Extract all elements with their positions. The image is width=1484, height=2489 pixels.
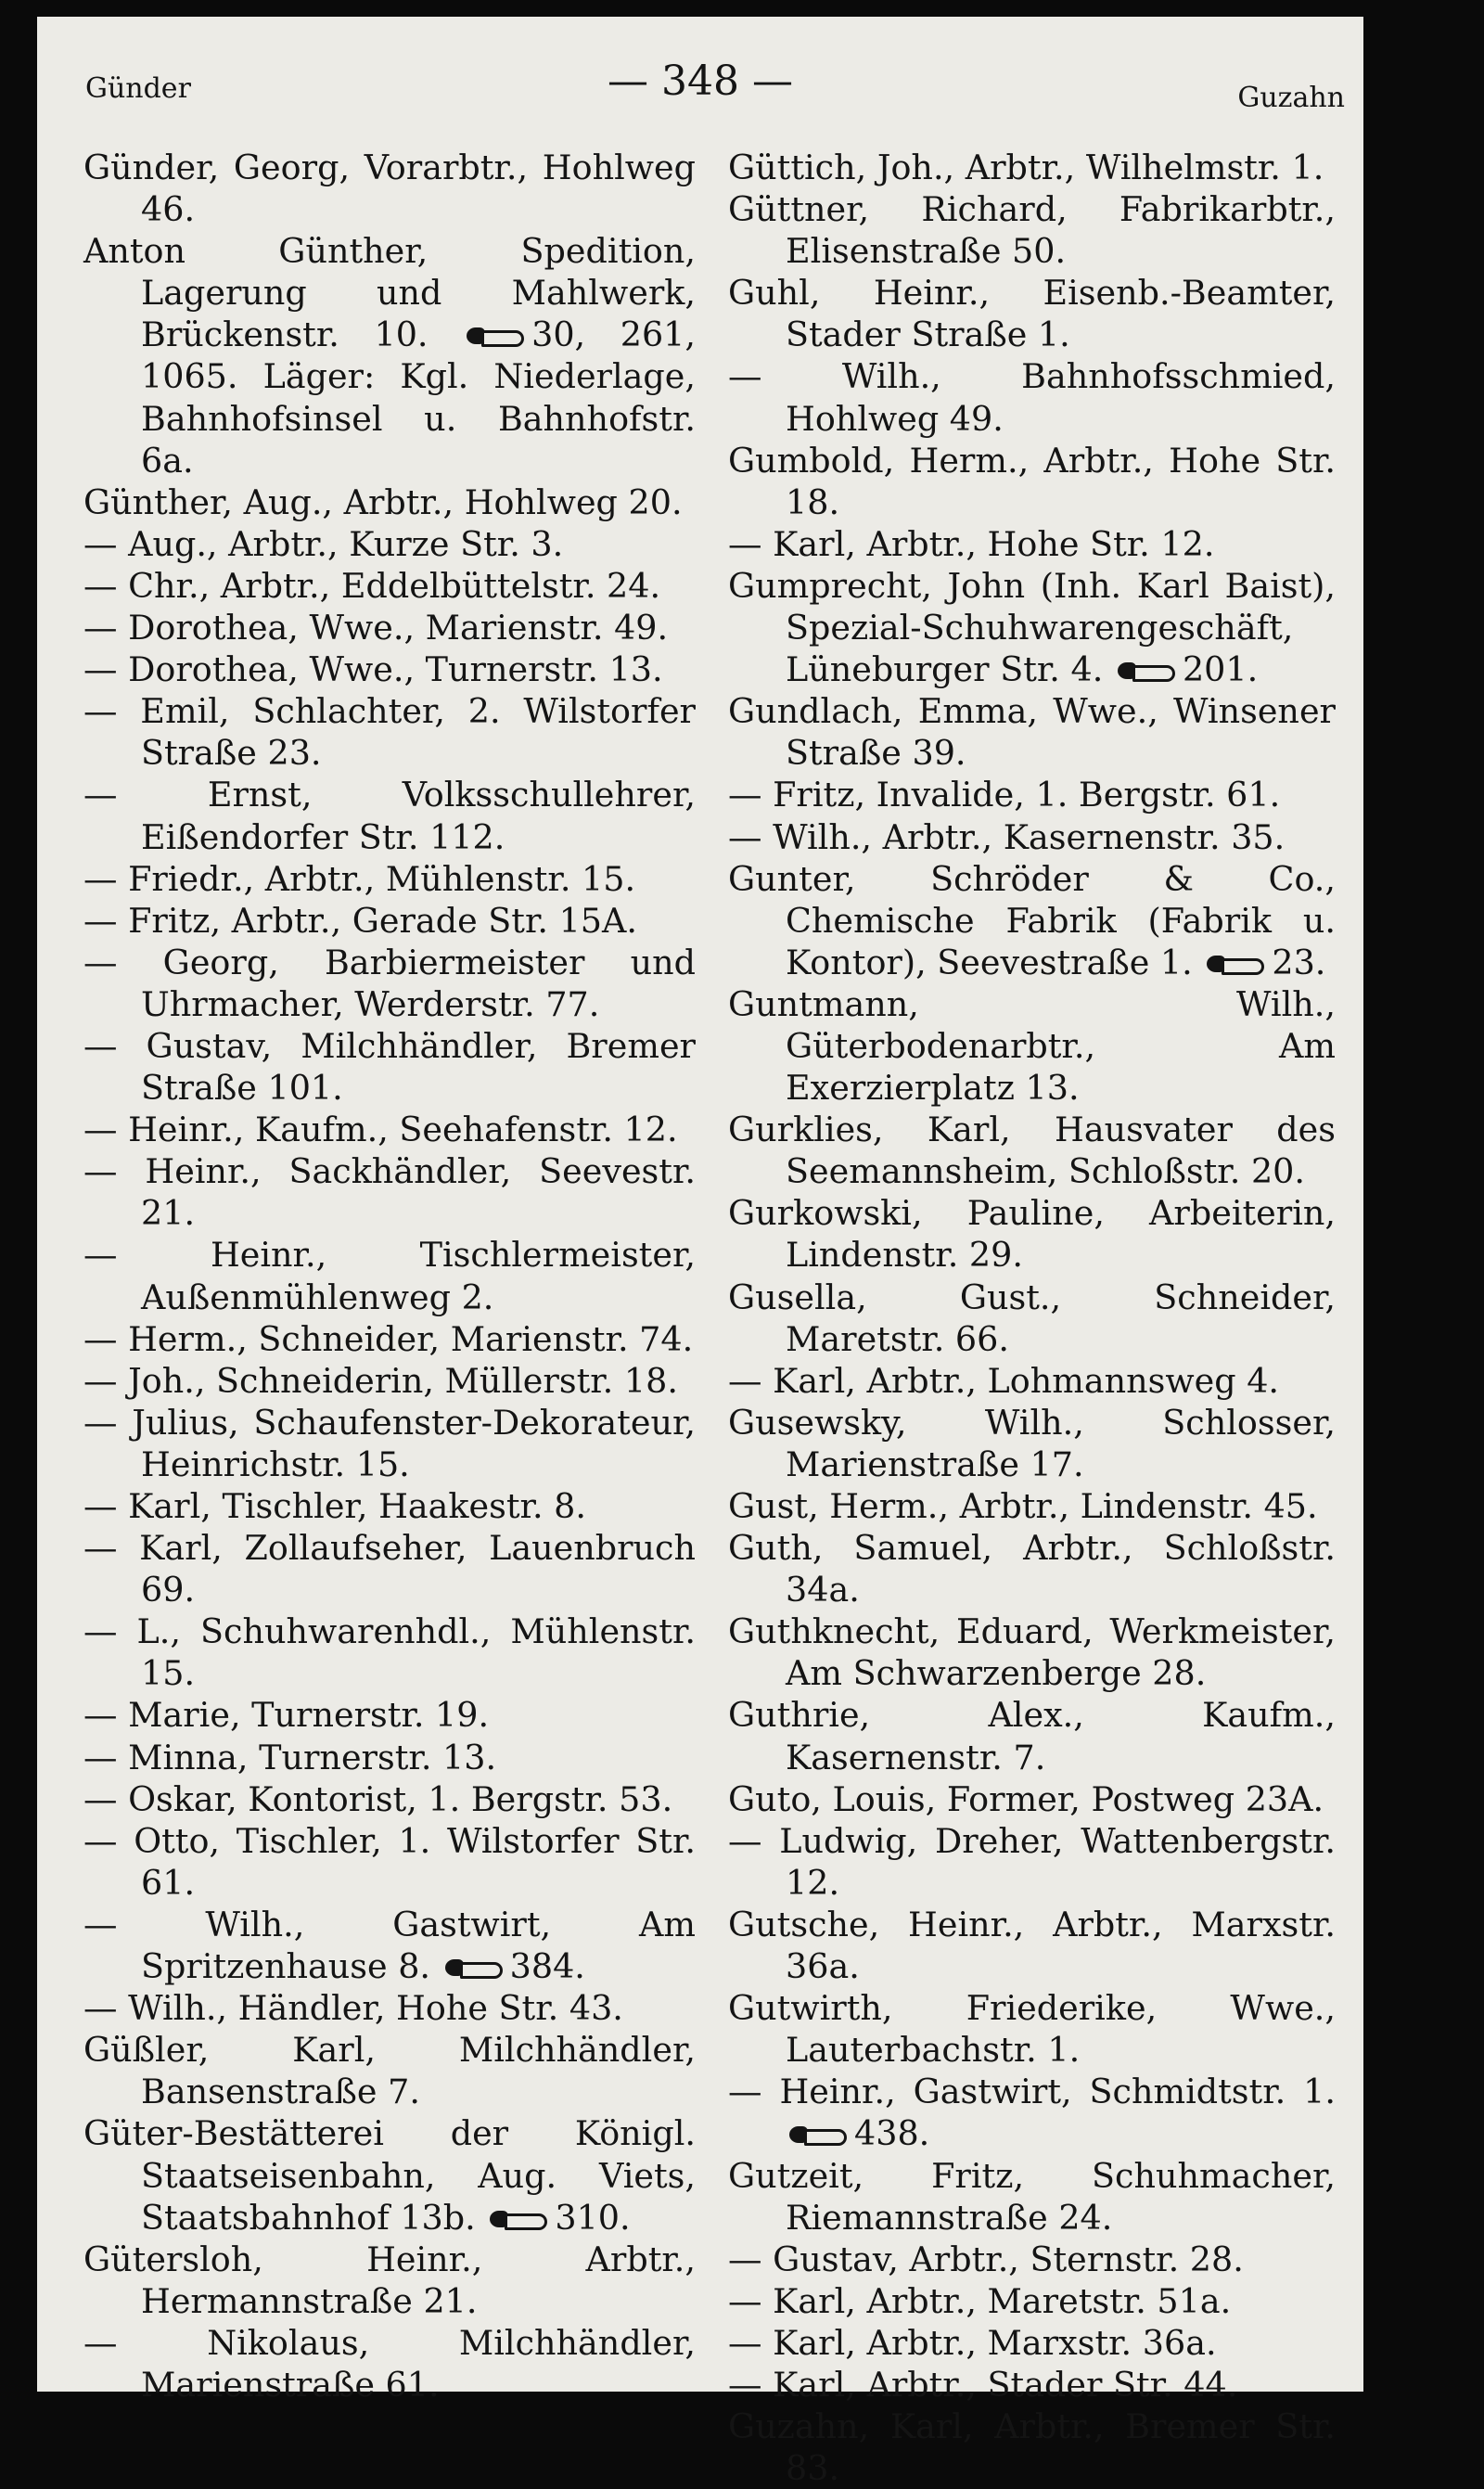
directory-entry: Gutzeit, Fritz, Schuhmacher, Riemannstraße 24. — [728, 2155, 1336, 2238]
page-header — [37, 17, 1363, 137]
directory-entry: — Herm., Schneider, Marienstr. 74. — [83, 1318, 694, 1359]
directory-entry: Gütersloh, Heinr., Arbtr., Hermannstraße 21. — [83, 2239, 696, 2321]
directory-entry: Güter-Bestätterei der Königl. Staatseisenbahn, Aug. Viets, Staatsbahnhof 13b. 310. — [83, 2113, 696, 2238]
directory-entry: Günther, Aug., Arbtr., Hohlweg 20. — [83, 481, 683, 522]
directory-entry: Gumprecht, John (Inh. Karl Baist), Spezial-Schuhwarengeschäft, Lüneburger Str. 4. 201. — [728, 565, 1336, 690]
directory-entry: Guto, Louis, Former, Postweg 23A. — [728, 1778, 1324, 1819]
directory-entry: — Nikolaus, Milchhändler, Marienstraße 61. — [83, 2322, 696, 2405]
directory-entry: — Chr., Arbtr., Eddelbüttelstr. 24. — [83, 565, 661, 606]
directory-entry: — Karl, Arbtr., Marxstr. 36a. — [728, 2322, 1217, 2363]
directory-entry: — Emil, Schlachter, 2. Wilstorfer Straße 23. — [83, 691, 696, 774]
directory-entry: — Karl, Arbtr., Lohmannsweg 4. — [728, 1360, 1280, 1401]
directory-entry: Gumbold, Herm., Arbtr., Hohe Str. 18. — [728, 440, 1336, 522]
directory-entry: Güttich, Joh., Arbtr., Wilhelmstr. 1. — [728, 148, 1324, 187]
directory-entry: — Karl, Arbtr., Maretstr. 51a. — [728, 2280, 1232, 2321]
directory-entry: — Karl, Arbtr., Hohe Str. 12. — [728, 523, 1215, 564]
directory-entry: — Karl, Arbtr., Stader Str. 44. — [728, 2364, 1238, 2405]
directory-entry: — Otto, Tischler, 1. Wilstorfer Str. 61. — [83, 1820, 696, 1903]
directory-entry: — Oskar, Kontorist, 1. Bergstr. 53. — [83, 1778, 673, 1819]
directory-entry: — Karl, Zollaufseher, Lauenbruch 69. — [83, 1528, 696, 1610]
directory-entry: — Aug., Arbtr., Kurze Str. 3. — [83, 523, 564, 564]
directory-entry: Guthrie, Alex., Kaufm., Kasernenstr. 7. — [728, 1695, 1336, 1777]
header-left-keyword: Günder — [85, 72, 191, 105]
directory-entry: — Gustav, Arbtr., Sternstr. 28. — [728, 2239, 1244, 2279]
telephone-icon — [1114, 659, 1173, 683]
directory-entry: — Dorothea, Wwe., Marienstr. 49. — [83, 608, 669, 648]
directory-entry: Günder, Georg, Vorarbtr., Hohlweg 46. — [83, 148, 696, 230]
directory-entry: — Georg, Barbiermeister und Uhrmacher, Werderstr. 77. — [83, 942, 696, 1024]
directory-entry: — Heinr., Sackhändler, Seevestr. 21. — [83, 1151, 696, 1234]
directory-entry: — Wilh., Bahnhofsschmied, Hohlweg 49. — [728, 356, 1336, 439]
directory-entry: — Wilh., Händler, Hohe Str. 43. — [83, 1988, 623, 2029]
right-column — [728, 147, 1336, 2489]
left-column — [83, 147, 696, 2406]
directory-entry: Güttner, Richard, Fabrikarbtr., Elisenstraße 50. — [728, 189, 1336, 272]
directory-entry: — Heinr., Kaufm., Seehafenstr. 12. — [83, 1110, 678, 1150]
directory-entry: — Julius, Schaufenster-Dekorateur, Heinrichstr. 15. — [83, 1402, 696, 1484]
directory-entry: Guthknecht, Eduard, Werkmeister, Am Schwarzenberge 28. — [728, 1611, 1336, 1694]
header-right-keyword: Guzahn — [1237, 82, 1345, 114]
directory-entry: Guth, Samuel, Arbtr., Schloßstr. 34a. — [728, 1528, 1336, 1610]
directory-entry: Anton Günther, Spedition, Lagerung und Mahlwerk, Brückenstr. 10. 30, 261, 1065. Läger: Kgl. Niederlage, Bahnhofsinsel u. Bahnhofstr. 6a. — [83, 231, 697, 481]
directory-entry: Gurklies, Karl, Hausvater des Seemannsheim, Schloßstr. 20. — [728, 1110, 1336, 1192]
directory-entry: Guzahn, Karl, Arbtr., Bremer Str. 83. — [728, 2406, 1336, 2489]
directory-entry: Gust, Herm., Arbtr., Lindenstr. 45. — [728, 1486, 1318, 1526]
telephone-icon — [486, 2207, 545, 2231]
directory-entry: — Heinr., Tischlermeister, Außenmühlenweg 2. — [83, 1235, 696, 1317]
telephone-icon — [441, 1956, 501, 1980]
directory-entry: — Wilh., Gastwirt, Am Spritzenhause 8. 384. — [83, 1904, 696, 1987]
directory-entry: Gundlach, Emma, Wwe., Winsener Straße 39. — [728, 691, 1336, 774]
directory-entry: — Marie, Turnerstr. 19. — [83, 1695, 490, 1736]
directory-entry: Gurkowski, Pauline, Arbeiterin, Lindenstr. 29. — [728, 1193, 1336, 1276]
directory-entry: — Gustav, Milchhändler, Bremer Straße 101. — [83, 1025, 696, 1109]
directory-entry: — Ernst, Volksschullehrer, Eißendorfer Str. 112. — [83, 775, 696, 857]
directory-entry: — L., Schuhwarenhdl., Mühlenstr. 15. — [83, 1611, 696, 1694]
directory-entry: Guntmann, Wilh., Güterbodenarbtr., Am Exerzierplatz 13. — [728, 983, 1336, 1109]
directory-entry: — Minna, Turnerstr. 13. — [83, 1737, 497, 1777]
directory-entry: — Fritz, Arbtr., Gerade Str. 15A. — [83, 900, 637, 941]
telephone-icon — [786, 2123, 845, 2147]
directory-entry: — Heinr., Gastwirt, Schmidtstr. 1. 438. — [728, 2072, 1336, 2154]
telephone-icon — [1203, 952, 1262, 976]
directory-entry: Guhl, Heinr., Eisenb.-Beamter, Stader Straße 1. — [728, 273, 1336, 355]
directory-entry: Gusella, Gust., Schneider, Maretstr. 66. — [728, 1277, 1336, 1359]
directory-entry: Güßler, Karl, Milchhändler, Bansenstraße 7. — [83, 2030, 696, 2112]
directory-entry: — Dorothea, Wwe., Turnerstr. 13. — [83, 649, 663, 690]
telephone-icon — [463, 324, 522, 348]
directory-entry: — Karl, Tischler, Haakestr. 8. — [83, 1486, 587, 1526]
directory-entry: Gunter, Schröder & Co., Chemische Fabrik (Fabrik u. Kontor), Seevestraße 1. 23. — [728, 858, 1336, 982]
directory-entry: Gusewsky, Wilh., Schlosser, Marienstraße 17. — [728, 1402, 1336, 1484]
page-number: — 348 — — [608, 58, 793, 105]
directory-entry: — Ludwig, Dreher, Wattenbergstr. 12. — [728, 1820, 1336, 1903]
directory-entry: — Fritz, Invalide, 1. Bergstr. 61. — [728, 775, 1281, 815]
directory-entry: — Joh., Schneiderin, Müllerstr. 18. — [83, 1360, 678, 1401]
directory-page — [37, 17, 1363, 2489]
directory-entry: Gutwirth, Friederike, Wwe., Lauterbachstr. 1. — [728, 1988, 1336, 2071]
directory-entry: — Wilh., Arbtr., Kasernenstr. 35. — [728, 816, 1286, 857]
directory-entry: Gutsche, Heinr., Arbtr., Marxstr. 36a. — [728, 1904, 1336, 1987]
directory-entry: — Friedr., Arbtr., Mühlenstr. 15. — [83, 858, 636, 899]
